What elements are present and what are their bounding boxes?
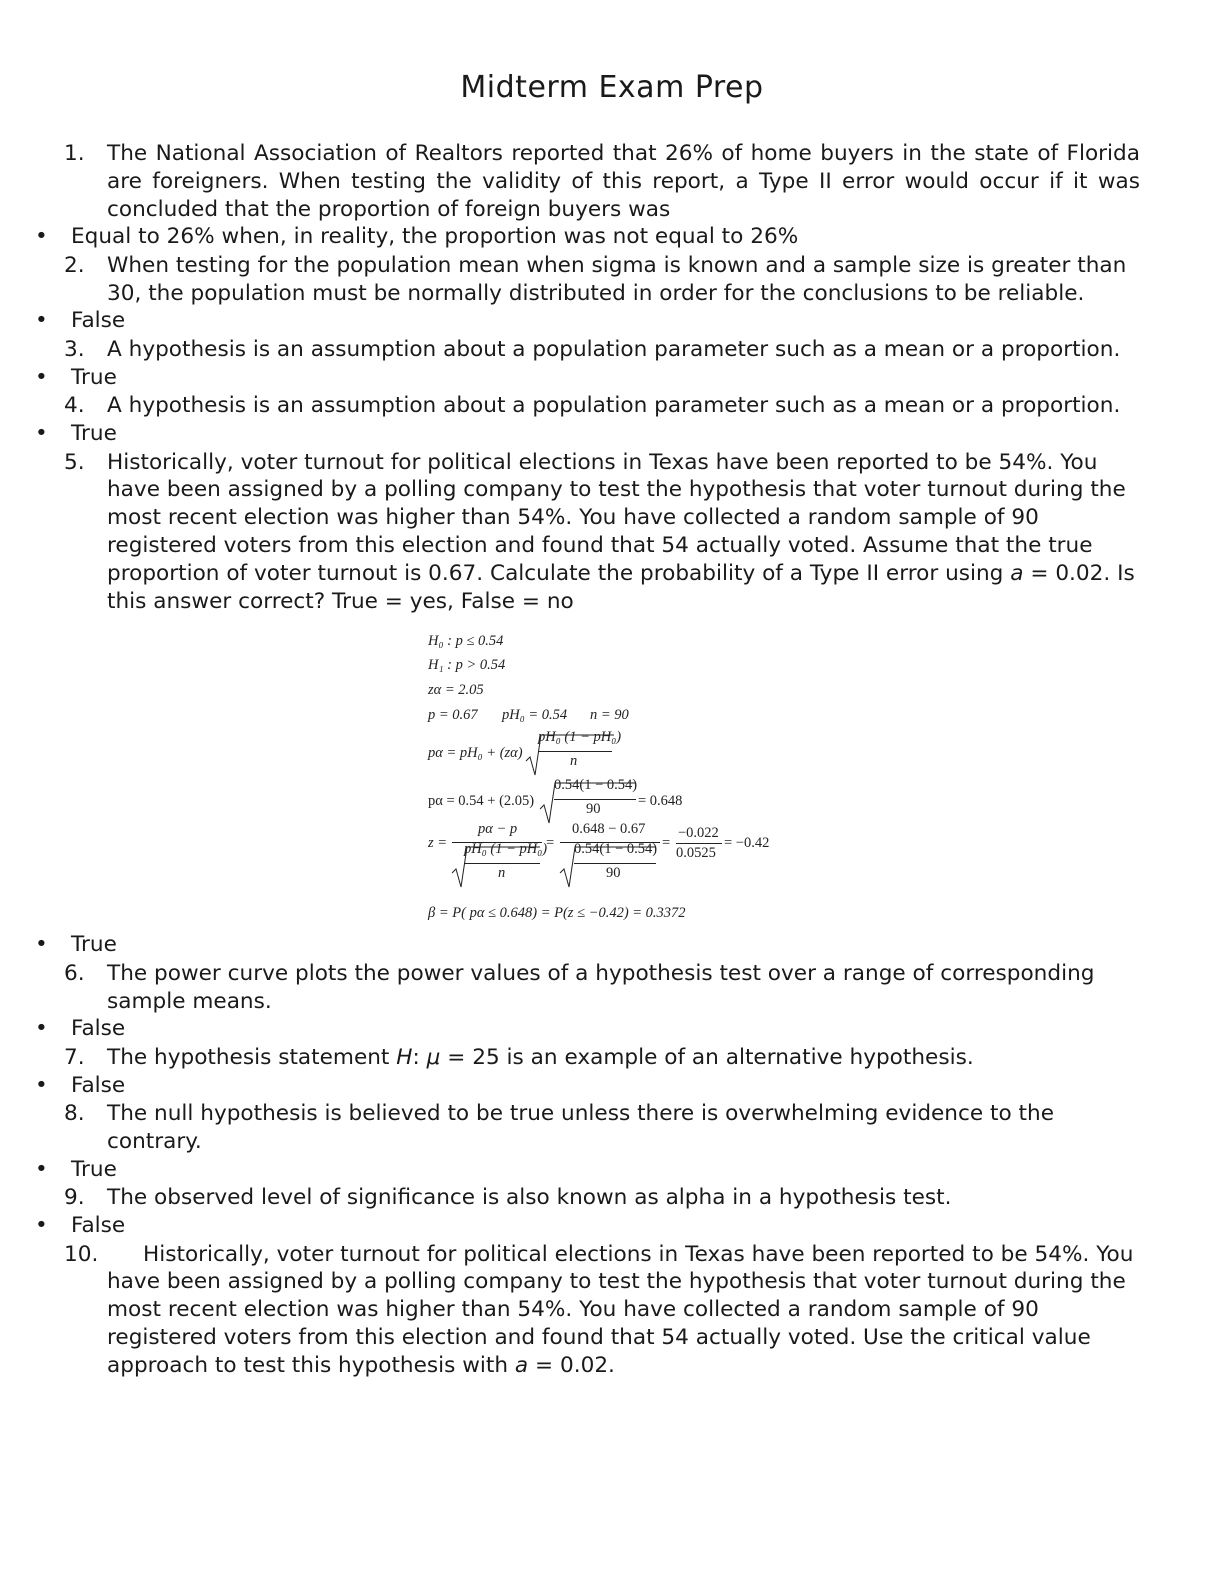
answer-text: False: [71, 1213, 126, 1239]
fraction-line: [464, 863, 540, 864]
question-number: 4.: [64, 393, 85, 419]
formula-p-alpha-den: n: [570, 753, 578, 770]
mu-symbol: μ: [426, 1044, 441, 1070]
answer-text: True: [71, 932, 117, 958]
question-number: 8.: [64, 1101, 85, 1127]
question-number: 1.: [64, 141, 85, 166]
type-ii-error-formula: [320, 621, 770, 931]
formula-z-num3: −0.022: [678, 825, 719, 842]
answer-text: False: [71, 308, 126, 334]
question-3: [0, 336, 1140, 364]
answer-4: [0, 420, 1140, 449]
bullet-icon: •: [35, 224, 48, 250]
answer-text: True: [71, 421, 117, 447]
question-7: [0, 1044, 1140, 1072]
answer-8: [0, 1156, 1140, 1185]
answer-5: [0, 931, 1140, 960]
answer-6: [0, 1015, 1140, 1044]
question-9: [0, 1184, 1140, 1212]
formula-n: n = 90: [590, 707, 629, 724]
question-6: [0, 960, 1140, 1016]
formula-z-eq1: =: [546, 835, 555, 852]
formula-p-h0: pH₀ = 0.54: [502, 707, 568, 724]
formula-h1: H₁ : p > 0.54: [428, 657, 506, 674]
answer-text: True: [71, 364, 117, 390]
answer-text: False: [71, 1016, 126, 1042]
formula-z-result: = −0.42: [724, 835, 770, 852]
formula-h0: H₀ : p ≤ 0.54: [428, 633, 504, 650]
formula-block: [0, 621, 1140, 931]
formula-z-lhs: z =: [428, 835, 448, 852]
bullet-icon: •: [35, 932, 48, 958]
formula-z-alpha: zα = 2.05: [428, 682, 484, 699]
question-text: The power curve plots the power values of a hypothesis test over a range of corresponding sample means.: [107, 960, 1095, 1014]
fraction-line: [538, 751, 612, 752]
formula-z-den2: 0.54(1 − 0.54): [574, 841, 658, 858]
formula-z-num1: pα − p: [478, 821, 518, 838]
question-number: 3.: [64, 336, 85, 362]
alpha-symbol: a: [514, 1352, 529, 1378]
question-number: 6.: [64, 960, 85, 986]
formula-z-den2b: 90: [606, 865, 621, 882]
formula-z-den3: 0.0525: [676, 845, 716, 862]
question-number: 9.: [64, 1185, 85, 1211]
answer-7: [0, 1072, 1140, 1101]
fraction-line: [676, 843, 722, 844]
formula-p-alpha-lhs: pα = pH₀ + (zα): [428, 745, 523, 762]
answer-9: [0, 1212, 1140, 1241]
h-symbol: H: [396, 1044, 413, 1070]
question-10: [0, 1241, 1140, 1380]
question-5: [0, 449, 1140, 616]
question-8: [0, 1100, 1140, 1156]
question-text: The hypothesis statement H: μ = 25 is an example of an alternative hypothesis.: [107, 1044, 974, 1070]
formula-z-num2: 0.648 − 0.67: [572, 821, 646, 838]
question-list: [0, 140, 1140, 1380]
formula-p: p = 0.67: [428, 707, 478, 724]
question-2: [0, 252, 1140, 308]
bullet-icon: •: [35, 421, 48, 447]
formula-p-alpha2-num: 0.54(1 − 0.54): [554, 777, 638, 794]
formula-z-den1: pH₀ (1 − pH₀): [464, 841, 548, 858]
formula-p-alpha2-result: = 0.648: [638, 793, 683, 810]
bullet-icon: •: [35, 1156, 48, 1182]
answer-text: False: [71, 1072, 126, 1098]
question-text: Historically, voter turnout for political elections in Texas have been reported to be 54%. You have been assigned by a polling company to test the hypothesis that voter turnout during the most recent election was higher than 54%. You have collected a random sample of 90 registered voters from this election and found that 54 actually voted. Assume that the true proportion of voter turnout is 0.67. Calculate the probability of a Type II error using a = 0.02. Is this answer correct? True = yes, False = no: [107, 449, 1135, 614]
bullet-icon: •: [35, 1213, 48, 1239]
fraction-line: [574, 863, 656, 864]
formula-p-alpha-num: pH₀ (1 − pH₀): [538, 729, 622, 746]
formula-beta: β = P( pα ≤ 0.648) = P(z ≤ −0.42) = 0.3372: [428, 905, 686, 922]
bullet-icon: •: [35, 308, 48, 334]
answer-text: Equal to 26% when, in reality, the proportion was not equal to 26%: [71, 224, 799, 250]
answer-text: True: [71, 1156, 117, 1182]
question-number: 2.: [64, 252, 85, 278]
question-text: The observed level of significance is also known as alpha in a hypothesis test.: [107, 1185, 952, 1211]
question-text: When testing for the population mean when sigma is known and a sample size is greater than 30, the population must be normally distributed in order for the conclusions to be reliable.: [107, 252, 1127, 306]
answer-3: [0, 364, 1140, 393]
question-number: 5.: [64, 449, 85, 475]
question-text: The null hypothesis is believed to be true unless there is overwhelming evidence to the contrary.: [107, 1101, 1054, 1155]
page-title: Midterm Exam Prep: [460, 70, 764, 105]
question-text: Historically, voter turnout for political elections in Texas have been reported to be 54%. You have been assigned by a polling company to test the hypothesis that voter turnout during the most recent election was higher than 54%. You have collected a random sample of 90 registered voters from this election and found that 54 actually voted. Use the critical value approach to test this hypothesis with a = 0.02.: [107, 1241, 1134, 1378]
bullet-icon: •: [35, 1072, 48, 1098]
question-text: A hypothesis is an assumption about a population parameter such as a mean or a proportion.: [107, 393, 1121, 419]
formula-p-alpha2-lhs: pα = 0.54 + (2.05): [428, 793, 535, 810]
formula-z-den1b: n: [498, 865, 506, 882]
alpha-symbol: a: [1010, 560, 1024, 586]
formula-p-alpha2-den: 90: [586, 801, 601, 818]
question-4: [0, 392, 1140, 420]
question-text: A hypothesis is an assumption about a population parameter such as a mean or a proportion.: [107, 336, 1121, 362]
answer-1: [0, 223, 1140, 252]
formula-z-eq2: =: [662, 835, 671, 852]
bullet-icon: •: [35, 364, 48, 390]
question-number: 10.: [64, 1241, 99, 1267]
question-1: [0, 140, 1140, 223]
question-text: The National Association of Realtors reported that 26% of home buyers in the state of Florida are foreigners. When testing the validity of this report, a Type II error would occur if it was concluded that the proportion of foreign buyers was: [107, 141, 1140, 222]
answer-2: [0, 307, 1140, 336]
bullet-icon: •: [35, 1016, 48, 1042]
fraction-line: [554, 799, 636, 800]
question-number: 7.: [64, 1044, 85, 1070]
